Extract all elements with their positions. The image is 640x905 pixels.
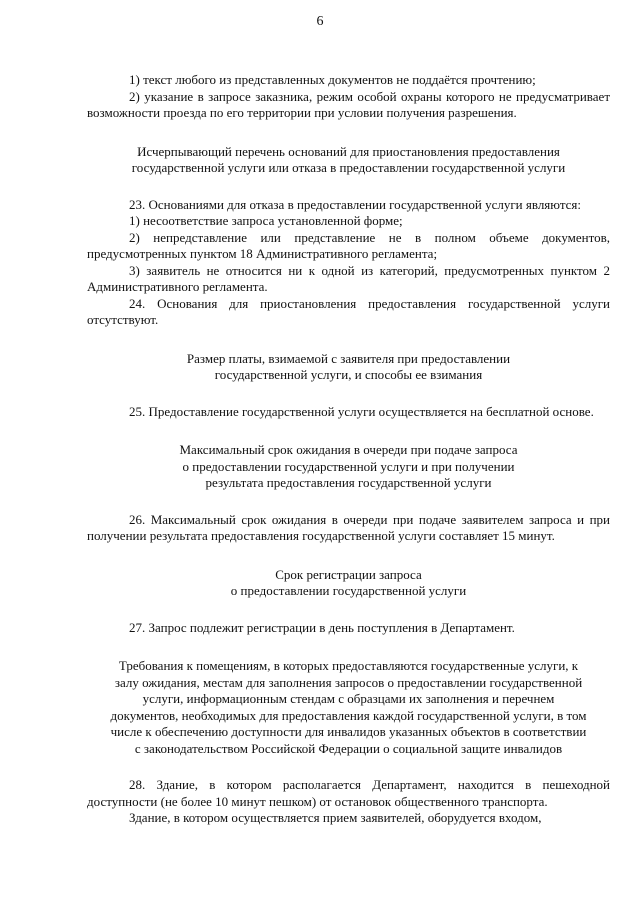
heading-line: государственной услуги, и способы ее взимания xyxy=(214,367,483,382)
section-heading-fee xyxy=(87,351,610,384)
heading-line: залу ожидания, местам для заполнения запросов о предоставлении государственной xyxy=(114,674,583,690)
heading-line: Исчерпывающий перечень оснований для приостановления предоставления xyxy=(137,143,560,159)
heading-line: документов, необходимых для предоставления каждой государственной услуги, в том xyxy=(110,707,587,723)
paragraph-23-item-1: 1) несоответствие запроса установленной форме; xyxy=(129,213,403,228)
page-number: 6 xyxy=(316,14,324,29)
heading-line: с законодательством Российской Федерации о социальной защите инвалидов xyxy=(134,740,563,756)
paragraph-grounds-1: 1) текст любого из представленных документов не поддаётся прочтению; xyxy=(129,72,536,87)
section-heading-premises xyxy=(87,658,610,757)
heading-line: Размер платы, взимаемой с заявителя при предоставлении xyxy=(186,350,511,366)
paragraph-26: 26. Максимальный срок ожидания в очереди при подаче заявителем запроса и при получении результата предоставления государственной услуги составляет 15 минут. xyxy=(87,511,610,543)
heading-line: числе к обеспечению доступности для инвалидов указанных объектов в соответствии xyxy=(110,724,587,739)
section-heading-refusal-grounds xyxy=(87,144,610,177)
heading-line: государственной услуги или отказа в предоставлении государственной услуги xyxy=(131,160,566,175)
paragraph-23-item-2: 2) непредставление или представление не в полном объеме документов, предусмотренных пунктом 18 Административного регламента; xyxy=(87,229,610,261)
heading-line: услуги, информационным стендам с образцами их заполнения и перечнем xyxy=(142,691,555,706)
paragraph-24: 24. Основания для приостановления предоставления государственной услуги отсутствуют. xyxy=(87,295,610,327)
heading-line: результата предоставления государственной услуги xyxy=(205,475,492,490)
section-heading-registration xyxy=(87,567,610,600)
heading-line: Требования к помещениям, в которых предоставляются государственные услуги, к xyxy=(118,658,579,673)
heading-line: о предоставлении государственной услуги xyxy=(230,583,467,598)
paragraph-28: 28. Здание, в котором располагается Департамент, находится в пешеходной доступности (не более 10 минут пешком) от остановок общественного транспорта. xyxy=(87,777,610,809)
heading-line: Срок регистрации запроса xyxy=(275,566,422,582)
heading-line: о предоставлении государственной услуги и при получении xyxy=(182,458,515,474)
section-heading-queue-time xyxy=(87,442,610,492)
document-body xyxy=(87,72,610,827)
paragraph-23-item-3: 3) заявитель не относится ни к одной из категорий, предусмотренных пунктом 2 Административного регламента. xyxy=(87,262,610,294)
paragraph-23: 23. Основаниями для отказа в предоставлении государственной услуги являются: xyxy=(129,196,582,212)
paragraph-27: 27. Запрос подлежит регистрации в день поступления в Департамент. xyxy=(129,619,515,635)
paragraph-grounds-2: 2) указание в запросе заказника, режим особой охраны которого не предусматривает возможности проезда по его территории при условии получения разрешения. xyxy=(87,88,610,120)
paragraph-28-continued: Здание, в котором осуществляется прием заявителей, оборудуется входом, xyxy=(129,810,542,825)
paragraph-25: 25. Предоставление государственной услуги осуществляется на бесплатной основе. xyxy=(129,403,594,419)
heading-line: Максимальный срок ожидания в очереди при подаче запроса xyxy=(179,442,518,457)
